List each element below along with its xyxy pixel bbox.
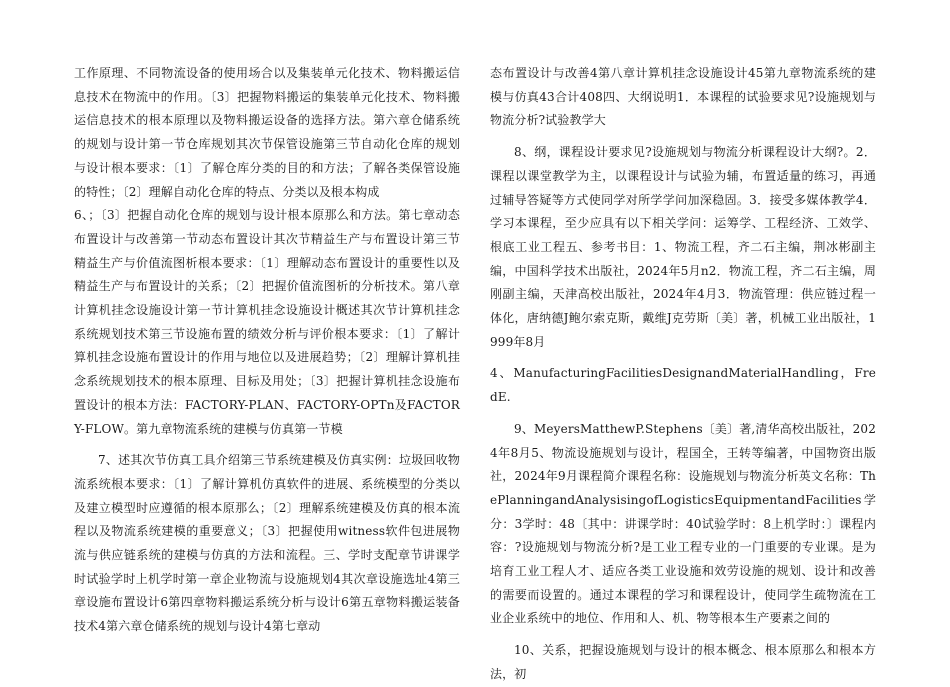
right-text-column [490,62,876,687]
paragraph: 4、ManufacturingFacilitiesDesignandMaterialHandling，FredE. [490,366,876,405]
paragraph: 10、关系，把握设施规划与设计的根本概念、根本原那么和根本方法，初 [490,643,876,681]
left-text-column [74,62,460,639]
paragraph: 7、述其次节仿真工具介绍第三节系统建模及仿真实例：垃圾回收物流系统根本要求：〔1〕了解计算机仿真软件的进展、系统模型的分类以及建立模型时应遵循的根本原那么；〔2〕理解系统建模及仿真的根本流程以及物流系统建模的重要意义；〔3〕把握使用witness软件包进展物流与供应链系统的建模与仿真的方法和流程。三、学时支配章节讲课学时试验学时上机学时第一章企业物流与设施规划4其次章设施选址4第三章设施布置设计6第四章物料搬运系统分析与设计6第五章物料搬运装备技术4第六章仓储系统的规划与设计4第七章动 [74,453,460,634]
paragraph: 6、；〔3〕把握自动化仓库的规划与设计根本原那么和方法。第七章动态布置设计与改善第一节动态布置设计其次节精益生产与布置设计第三节精益生产与价值流图析根本要求：〔1〕理解动态布置设计的重要性以及精益生产与布置设计的关系；〔2〕把握价值流图析的分析技术。第八章计算机挂念设施设计第一节计算机挂念设施设计概述其次节计算机挂念系统规划技术第三节设施布置的绩效分析与评价根本要求：〔1〕了解计算机挂念设施布置设计的作用与地位以及进展趋势；〔2〕理解计算机挂念系统规划技术的根本原理、目标及用处；〔3〕把握计算机挂念设施布置设计的根本方法：FACTORY-PLAN、FACTORY-OPTn及FACTORY-FLOW。第九章物流系统的建模与仿真第一节模 [74,208,460,436]
paragraph: 态布置设计与改善4第八章计算机挂念设施设计45第九章物流系统的建模与仿真43合计408四、大纲说明1．本课程的试验要求见?设施规划与物流分析?试验教学大 [490,66,876,128]
paragraph: 8、纲，课程设计要求见?设施规划与物流分析课程设计大纲?。2．课程以课堂教学为主，以课程设计与试验为辅，布置适量的练习，再通过辅导答疑等方式使同学对所学学问加深稳固。3．接受多媒体教学4．学习本课程，至少应具有以下相关学问：运筹学、工程经济、工效学、根底工业工程五、参考书目：1、物流工程，齐二石主编，荆冰彬副主编，中国科学技术出版社，2024年5月n2．物流工程，齐二石主编，周刚副主编，天津高校出版社，2024年4月3．物流管理：供应链过程一体化，唐纳德J鲍尔索克斯，戴维J克劳斯〔美〕著，机械工业出版社，1999年8月 [490,145,876,349]
paragraph: 工作原理、不同物流设备的使用场合以及集装单元化技术、物料搬运信息技术在物流中的作用。〔3〕把握物料搬运的集装单元化技术、物料搬运信息技术的根本原理以及物料搬运设备的选择方法。第六章仓储系统的规划与设计第一节仓库规划其次节保管设施第三节自动化仓库的规划与设计根本要求：〔1〕了解仓库分类的目的和方法；了解各类保管设施的特性；〔2〕理解自动化仓库的特点、分类以及根本构成 [74,66,460,199]
paragraph: 9、MeyersMatthewP.Stephens〔美〕著,清华高校出版社，2024年8月5、物流设施规划与设计，程国全，王转等编著，中国物资出版社，2024年9月课程简介课程名称：设施规划与物流分析英文名称：ThePlanningandAnalysisingofLogisticsEquipmentandFacilities学分：3学时：48〔其中：讲课学时：40试验学时：8上机学时：〕课程内容：?设施规划与物流分析?是工业工程专业的一门重要的专业课。是为培育工业工程人才、适应各类工业设施和效劳设施的规划、设计和改善的需要而设置的。通过本课程的学习和课程设计，使同学生疏物流在工业企业系统中的地位、作用和人、机、物等根本生产要素之间的 [490,421,876,626]
